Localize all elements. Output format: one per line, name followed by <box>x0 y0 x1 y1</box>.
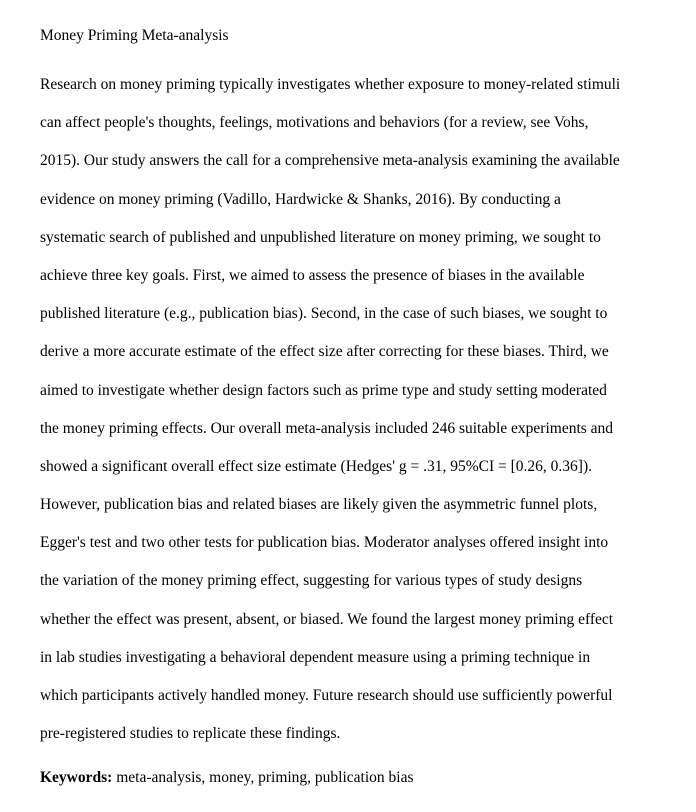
abstract-line: derive a more accurate estimate of the effect size after correcting for these biases. Third, we <box>40 343 609 361</box>
abstract-line: can affect people's thoughts, feelings, motivations and behaviors (for a review, see Vohs, <box>40 114 589 132</box>
abstract-line: aimed to investigate whether design factors such as prime type and study setting moderated <box>40 381 607 399</box>
abstract-line: 2015). Our study answers the call for a comprehensive meta-analysis examining the available <box>40 152 620 170</box>
abstract-line: However, publication bias and related biases are likely given the asymmetric funnel plots, <box>40 496 598 514</box>
abstract-line: published literature (e.g., publication bias). Second, in the case of such biases, we sought to <box>40 305 608 323</box>
abstract-line: Egger's test and two other tests for publication bias. Moderator analyses offered insight into <box>40 534 609 552</box>
abstract-line: systematic search of published and unpublished literature on money priming, we sought to <box>40 228 601 246</box>
keywords-text: meta-analysis, money, priming, publication bias <box>112 769 414 786</box>
document-title: Money Priming Meta-analysis <box>40 27 229 44</box>
abstract-line: the variation of the money priming effect, suggesting for various types of study designs <box>40 572 583 590</box>
abstract-line: whether the effect was present, absent, or biased. We found the largest money priming effect <box>40 610 614 628</box>
abstract-line: which participants actively handled money. Future research should use sufficiently powerful <box>40 687 613 704</box>
abstract-line: achieve three key goals. First, we aimed to assess the presence of biases in the available <box>40 266 585 284</box>
abstract-line: Research on money priming typically investigates whether exposure to money-related stimuli <box>40 76 621 93</box>
abstract-line: the money priming effects. Our overall meta-analysis included 246 suitable experiments and <box>40 419 614 437</box>
keywords-line <box>40 769 414 787</box>
keywords-label: Keywords: <box>40 769 113 786</box>
abstract-line: pre-registered studies to replicate these findings. <box>40 725 341 743</box>
abstract-line: showed a significant overall effect size estimate (Hedges' g = .31, 95%CI = [0.26, 0.36]). <box>40 457 592 475</box>
abstract-line: evidence on money priming (Vadillo, Hardwicke & Shanks, 2016). By conducting a <box>40 190 561 208</box>
abstract-line: in lab studies investigating a behavioral dependent measure using a priming technique in <box>40 648 591 666</box>
abstract-paragraph <box>40 76 680 763</box>
